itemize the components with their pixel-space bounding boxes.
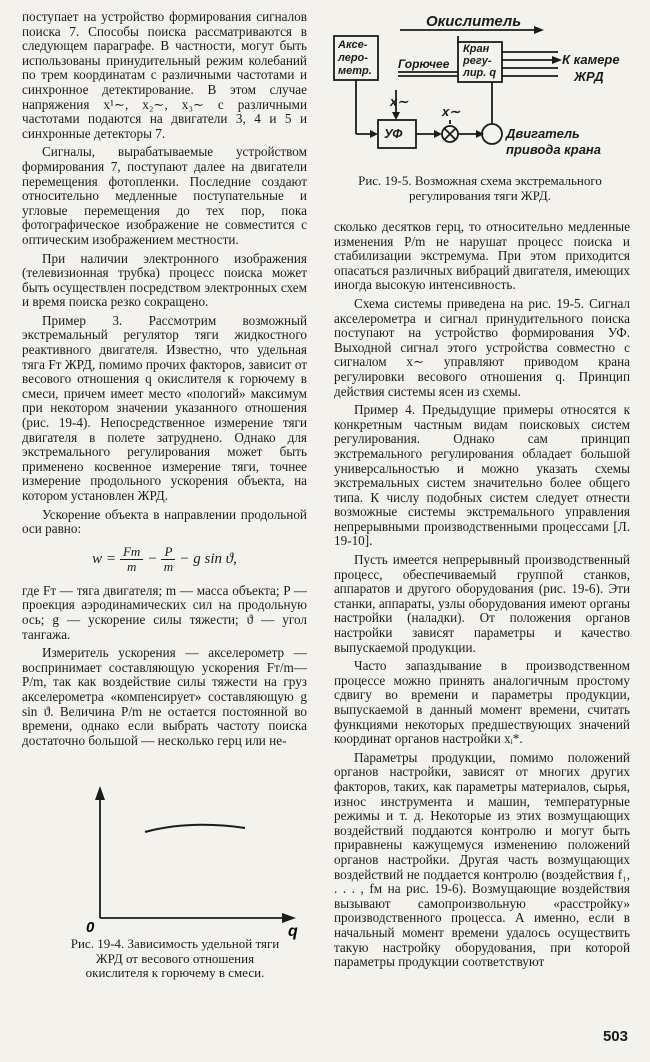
x-tilde-label-2: x∼ — [442, 104, 461, 119]
origin-label: 0 — [86, 919, 95, 936]
oxidizer-arrow — [534, 26, 544, 34]
chamber-label-2: ЖРД — [574, 69, 604, 84]
figure-19-5 — [330, 6, 630, 216]
formula-lhs: w = — [92, 550, 116, 567]
valve-label-2: регу- — [463, 55, 492, 67]
paragraph-example-3: Пример 3. Рассмотрим возможный экстремальный регулятор тяги жидкостного реактивного двигателя. Известно, что удельная тяга Fт ЖРД, помимо прочих факторов, зависит от весового отношения q окислителя к горючему в смеси, причем имеет место «пологий» максимум при некотором значении указанного отношения (рис. 19-4). Непосредственное измерение тяги двигателя в полете затруднено. Однако для экстремального регулирования может быть применено косвенное измерение тяги, точнее измерение продольного ускорения объекта, на котором установлен ЖРД. — [22, 312, 307, 503]
paragraph: Параметры продукции, помимо положений органов настройки, зависят от многих других факторов, таких, как параметры материалов, сырья, износ инструмента и машин, температурные режимы и т. д. Некоторые из этих возмущающих воздействий поддаются контролю и могут быть приравнены кажущемуся изменению положений органов настройки. Другая часть возмущающих воздействий не поддается контролю (воздействия f₁, . . . , fм на рис. 19-6). Возмущающие воздействия вызывают самопроизвольную «расстройку» производственного процесса. А именно, если в начальный момент времени удалось осуществить такую настройку оборудования, при которой параметры продукции соответствуют — [334, 749, 630, 970]
thrust-curve — [145, 825, 245, 832]
formula-numerator: Fт — [120, 545, 143, 560]
formula-tail: − g sin ϑ, — [179, 550, 237, 567]
x-axis-label: q — [288, 923, 298, 940]
left-column — [22, 10, 307, 752]
x-tilde-label-1: x∼ — [390, 94, 409, 109]
oxidizer-label: Окислитель — [426, 13, 522, 30]
motor-label-2: привода крана — [506, 142, 602, 157]
uf-label: УФ — [384, 126, 403, 141]
thrust-graph — [40, 780, 310, 940]
uf-output-arrow — [434, 130, 442, 138]
chamber-label-1: К камере — [562, 52, 620, 67]
formula-fraction-thrust — [120, 545, 143, 574]
accelerometer-label-3: метр. — [338, 65, 372, 77]
formula-numerator: P — [161, 545, 175, 560]
motor-label-1: Двигатель — [506, 126, 580, 141]
fuel-label: Горючее — [398, 57, 450, 71]
x-axis-arrow — [282, 913, 296, 923]
paragraph: Часто запаздывание в производственном процессе можно принять аналогичным простому сдвигу во времени и параметры продукции, выпускаемой в данный момент времени, считать функциями некоторых предшествующих значений координат органов настройки xᵢ*. — [334, 658, 630, 747]
formula-denominator: m — [163, 558, 174, 574]
valve-label-3: лир. q — [463, 67, 497, 79]
paragraph: поступает на устройство формирования сигналов поиска 7. Способы поиска рассматриваются в следующем параграфе. В частности, могут быть использованы принудительный режим колебаний по трем координатам с различными частотами и синхронное детектирование. В этом случае напряжения x¹∼, x₂∼, x₃∼ с различными частотами подаются на двигатели 3, 4 и 5 и синхронные детекторы 7. — [22, 9, 307, 141]
formula-fraction-aero — [161, 545, 175, 574]
search-signal-arrow — [392, 112, 400, 120]
formula-denominator: m — [126, 558, 137, 574]
accelerometer-label-2: леро- — [338, 52, 368, 64]
paragraph-example-4: Пример 4. Предыдущие примеры относятся к конкретным частным видам поисковых систем регулирования. Однако сам принцип экстремального регулирования обладает большой универсальностью и можно указать схемы экстремальных систем значительно более общего типа. К числу подобных систем следует отнести возможные системы экстремального управления непрерывными производственными процессами [Л. 19-10]. — [334, 402, 630, 549]
right-column — [334, 220, 630, 974]
figure-19-4 — [40, 780, 310, 1020]
paragraph: При наличии электронного изображения (телевизионная трубка) процесс поиска может быть осуществлен посредством электронных схем и время поиска резко сокращено. — [22, 250, 307, 310]
paragraph: Пусть имеется непрерывный производственный процесс, обеспечиваемый группой станков, аппаратов и другого оборудования (рис. 19-6). Эти станки, аппараты, узлы оборудования имеют органы настройки (наладки). От положения органов настройки зависят параметры и качество выпускаемой продукции. — [334, 552, 630, 655]
outlet-arrow — [552, 56, 562, 64]
accel-arrow — [370, 130, 378, 138]
paragraph: сколько десятков герц, то относительно медленные изменения P/m не нарушат процесс поиска и стабилизации экстремума. При этом приходится опасаться различных вибраций двигателя, имеющих иногда высокую интенсивность. — [334, 219, 630, 293]
valve-label-1: Кран — [463, 43, 490, 55]
control-diagram — [330, 6, 630, 171]
figure-caption: Рис. 19-5. Возможная схема экстремального регулирования тяги ЖРД. — [358, 173, 602, 203]
formula-minus: − — [147, 550, 158, 567]
page-number: 503 — [602, 1028, 628, 1045]
acceleration-formula — [22, 545, 307, 574]
paragraph-definitions: где Fт — тяга двигателя; m — масса объекта; P — проекция аэродинамических сил на продольную ось; g — ускорение силы тяжести; ϑ — угол тангажа. — [22, 582, 307, 642]
motor-circle — [482, 124, 502, 144]
figure-caption: Рис. 19-4. Зависимость удельной тяги ЖРД от весового отношения окислителя к горючему в смеси. — [70, 936, 280, 981]
paragraph: Сигналы, вырабатываемые устройством формирования 7, поступают далее на двигатели перемещения фотопленки. Последние создают относительно медленные поступательные и угловые перемещения до тех пор, пока фотографическое изображение не совместится с оптическим изображением местности. — [22, 144, 307, 247]
accelerometer-label-1: Аксе- — [338, 39, 368, 51]
paragraph: Схема системы приведена на рис. 19-5. Сигнал акселерометра и сигнал принудительного поиска поступают на устройство формирования УФ. Выходной сигнал этого устройства совместно с сигналом x∼ управляют приводом крана регулировки весового отношения q. Принцип действия системы ясен из схемы. — [334, 295, 630, 399]
paragraph: Ускорение объекта в направлении продольной оси равно: — [22, 506, 307, 537]
y-axis-arrow — [95, 786, 105, 800]
paragraph: Измеритель ускорения — акселерометр — воспринимает составляющую ускорения Fт/m—P/m, так как воздействие силы тяжести на груз акселерометра «компенсирует» составляющую g sin ϑ. Величина P/m не остается постоянной во времени, однако если выбрать частоту поиска достаточно большой — несколько герц или не- — [22, 645, 307, 748]
